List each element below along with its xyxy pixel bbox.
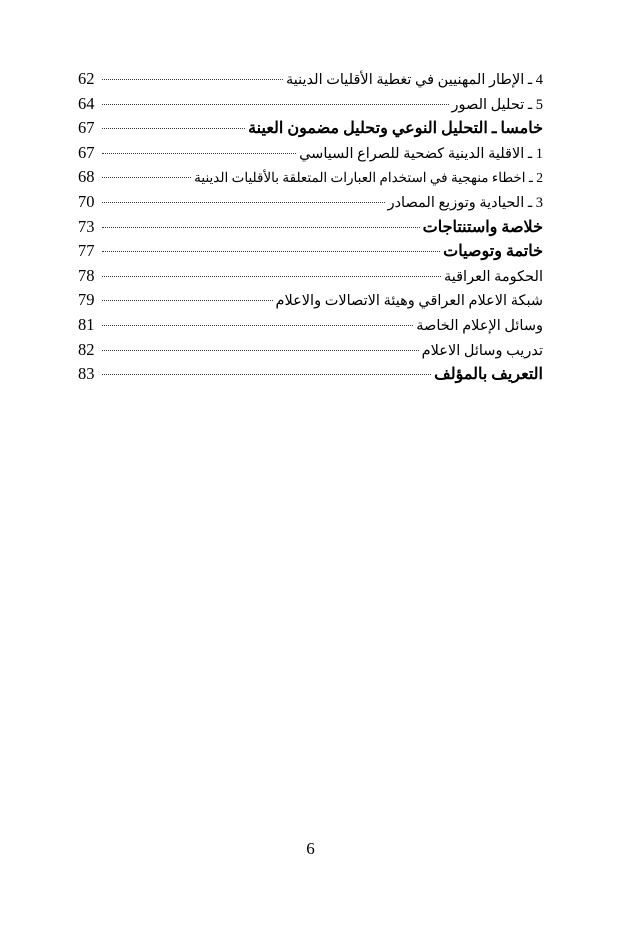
toc-entry-page-number: 70 <box>78 191 95 211</box>
toc-entry[interactable] <box>78 117 543 142</box>
toc-leader-dots <box>102 216 420 232</box>
toc-entry[interactable] <box>78 289 543 314</box>
toc-entry[interactable] <box>78 93 543 118</box>
toc-entry[interactable] <box>78 191 543 216</box>
toc-leader-dots <box>102 363 431 379</box>
toc-entry-page-number: 81 <box>78 314 95 334</box>
toc-entry-page-number: 77 <box>78 241 95 261</box>
toc-leader-dots <box>102 240 440 256</box>
toc-entry[interactable] <box>78 216 543 241</box>
toc-leader-dots <box>102 142 296 158</box>
toc-entry-title: شبكة الاعلام العراقي وهيئة الاتصالات والاعلام <box>275 293 543 310</box>
toc-leader-dots <box>102 191 385 207</box>
toc-entry-page-number: 82 <box>78 339 95 359</box>
toc-entry[interactable] <box>78 363 543 388</box>
toc-entry-page-number: 73 <box>78 216 95 236</box>
toc-leader-dots <box>102 68 283 84</box>
toc-entry-title: التعريف بالمؤلف <box>434 366 543 384</box>
toc-entry-title: وسائل الإعلام الخاصة <box>416 317 543 334</box>
toc-entry[interactable] <box>78 339 543 364</box>
toc-entry-title: خاتمة وتوصيات <box>443 243 543 261</box>
toc-entry-title: خامسا ـ التحليل النوعي وتحليل مضمون العينة <box>248 120 543 138</box>
page-number: 6 <box>306 839 315 858</box>
toc-leader-dots <box>102 117 245 133</box>
toc-entry-page-number: 64 <box>78 93 95 113</box>
page-footer <box>0 840 621 859</box>
toc-entry-title: تدريب وسائل الاعلام <box>421 342 543 359</box>
toc-entry-page-number: 83 <box>78 364 95 384</box>
toc-entry-page-number: 68 <box>78 167 95 187</box>
toc-entry-title: 4 ـ الإطار المهنيين في تغطية الأقليات الدينية <box>286 72 543 88</box>
toc-leader-dots <box>102 93 449 109</box>
toc-entry-title: 1 ـ الاقلية الدينية كضحية للصراع السياسي <box>299 145 543 162</box>
toc-entry[interactable] <box>78 240 543 265</box>
toc-entry[interactable] <box>78 265 543 290</box>
toc-entry-title: خلاصة واستنتاجات <box>422 218 543 236</box>
toc-entry[interactable] <box>78 314 543 339</box>
toc-entry-title: 5 ـ تحليل الصور <box>451 96 543 113</box>
toc-entry[interactable] <box>78 142 543 167</box>
toc-entry[interactable] <box>78 166 543 191</box>
toc-entry-title: الحكومة العراقية <box>443 268 543 285</box>
toc-leader-dots <box>102 289 273 305</box>
toc-leader-dots <box>102 314 413 330</box>
toc-entry-title: 3 ـ الحيادية وتوزيع المصادر <box>387 194 543 211</box>
toc-entry-title: 2 ـ اخطاء منهجية في استخدام العبارات المتعلقة بالأقليات الدينية <box>194 170 543 186</box>
toc-leader-dots <box>102 265 441 281</box>
toc-entry[interactable] <box>78 68 543 93</box>
toc-leader-dots <box>102 339 419 355</box>
toc-leader-dots <box>102 166 191 182</box>
toc-entry-page-number: 67 <box>78 142 95 162</box>
toc-entry-page-number: 79 <box>78 290 95 310</box>
toc-entry-page-number: 62 <box>78 69 95 88</box>
toc-entry-page-number: 78 <box>78 265 95 285</box>
toc-entry-page-number: 67 <box>78 118 95 138</box>
table-of-contents-list <box>78 68 543 388</box>
